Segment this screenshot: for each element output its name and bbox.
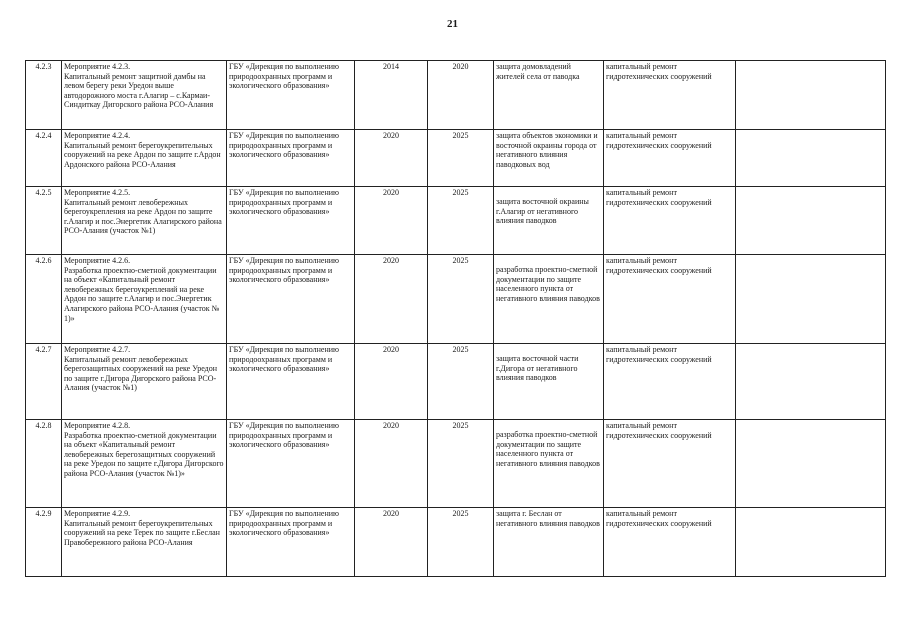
executor: ГБУ «Дирекция по выполнению природоохранных программ и экологического образования» [227,61,355,130]
end-year: 2025 [428,255,494,344]
row-number: 4.2.5 [26,187,62,255]
start-year: 2020 [355,508,428,577]
measure-name: Мероприятие 4.2.8. Разработка проектно-сметной документации на объект «Капитальный ремонт левобережных берегозащитных сооружений на реке Уредон по защите г.Дигора Дигорского района РСО-Алания (участок №1)» [62,420,227,508]
end-year: 2025 [428,344,494,420]
extra-cell [736,61,886,130]
table-row [26,255,886,344]
work-type: капитальный ремонт гидротехнических сооружений [604,130,736,187]
expected-result: защита домовладений жителей села от паводка [494,61,604,130]
extra-cell [736,508,886,577]
executor: ГБУ «Дирекция по выполнению природоохранных программ и экологического образования» [227,420,355,508]
table-row [26,187,886,255]
row-number: 4.2.8 [26,420,62,508]
end-year: 2025 [428,130,494,187]
expected-result: разработка проектно-сметной документации по защите населенного пункта от негативного влияния паводков [494,255,604,344]
measure-name: Мероприятие 4.2.4. Капитальный ремонт берегоукрепительных сооружений на реке Ардон по защите г.Ардон Ардонского района РСО-Алания [62,130,227,187]
executor: ГБУ «Дирекция по выполнению природоохранных программ и экологического образования» [227,344,355,420]
start-year: 2020 [355,420,428,508]
measure-name: Мероприятие 4.2.5. Капитальный ремонт левобережных берегоукрепления на реке Ардон по защите г.Алагир и пос.Энергетик Алагирского района РСО-Алания (участок №1) [62,187,227,255]
executor: ГБУ «Дирекция по выполнению природоохранных программ и экологического образования» [227,255,355,344]
expected-result: защита восточной окраины г.Алагир от негативного влияния паводков [494,187,604,255]
expected-result: защита объектов экономики и восточной окраины города от негативного влияния паводковых вод [494,130,604,187]
measures-table [25,60,886,577]
measure-name: Мероприятие 4.2.9. Капитальный ремонт берегоукрепительных сооружений на реке Терек по защите г.Беслан Правобережного района РСО-Алания [62,508,227,577]
executor: ГБУ «Дирекция по выполнению природоохранных программ и экологического образования» [227,508,355,577]
start-year: 2020 [355,255,428,344]
extra-cell [736,255,886,344]
end-year: 2025 [428,187,494,255]
start-year: 2020 [355,344,428,420]
work-type: капитальный ремонт гидротехнических сооружений [604,61,736,130]
table-row [26,344,886,420]
extra-cell [736,130,886,187]
table-row [26,420,886,508]
row-number: 4.2.6 [26,255,62,344]
executor: ГБУ «Дирекция по выполнению природоохранных программ и экологического образования» [227,187,355,255]
extra-cell [736,420,886,508]
work-type: капитальный ремонт гидротехнических сооружений [604,508,736,577]
table-row [26,61,886,130]
end-year: 2025 [428,420,494,508]
row-number: 4.2.7 [26,344,62,420]
measure-name: Мероприятие 4.2.7. Капитальный ремонт левобережных берегозащитных сооружений на реке Уредон по защите г.Дигора Дигорского района РСО-Алания (участок №1) [62,344,227,420]
measure-name: Мероприятие 4.2.6. Разработка проектно-сметной документации на объект «Капитальный ремонт левобережных берегоукреплений на реке Ардон по защите г.Алагир и пос.Энергетик Алагирского района РСО-Алания (участок № 1)» [62,255,227,344]
start-year: 2020 [355,187,428,255]
expected-result: разработка проектно-сметной документации по защите населенного пункта от негативного влияния паводков [494,420,604,508]
row-number: 4.2.3 [26,61,62,130]
row-number: 4.2.9 [26,508,62,577]
extra-cell [736,187,886,255]
work-type: капитальный ремонт гидротехнических сооружений [604,255,736,344]
row-number: 4.2.4 [26,130,62,187]
extra-cell [736,344,886,420]
executor: ГБУ «Дирекция по выполнению природоохранных программ и экологического образования» [227,130,355,187]
end-year: 2020 [428,61,494,130]
start-year: 2020 [355,130,428,187]
expected-result: защита восточной части г.Дигора от негативного влияния паводков [494,344,604,420]
page-number: 21 [447,18,458,30]
start-year: 2014 [355,61,428,130]
expected-result: защита г. Беслан от негативного влияния паводков [494,508,604,577]
table-row [26,130,886,187]
measure-name: Мероприятие 4.2.3. Капитальный ремонт защитной дамбы на левом берегу реки Уредон выше автодорожного моста г.Алагир – с.Кармаи-Синдиткау Дигорского района РСО-Алания [62,61,227,130]
work-type: капитальный ремонт гидротехнических сооружений [604,420,736,508]
end-year: 2025 [428,508,494,577]
work-type: капитальный ремонт гидротехнических сооружений [604,344,736,420]
table-row [26,508,886,577]
work-type: капитальный ремонт гидротехнических сооружений [604,187,736,255]
